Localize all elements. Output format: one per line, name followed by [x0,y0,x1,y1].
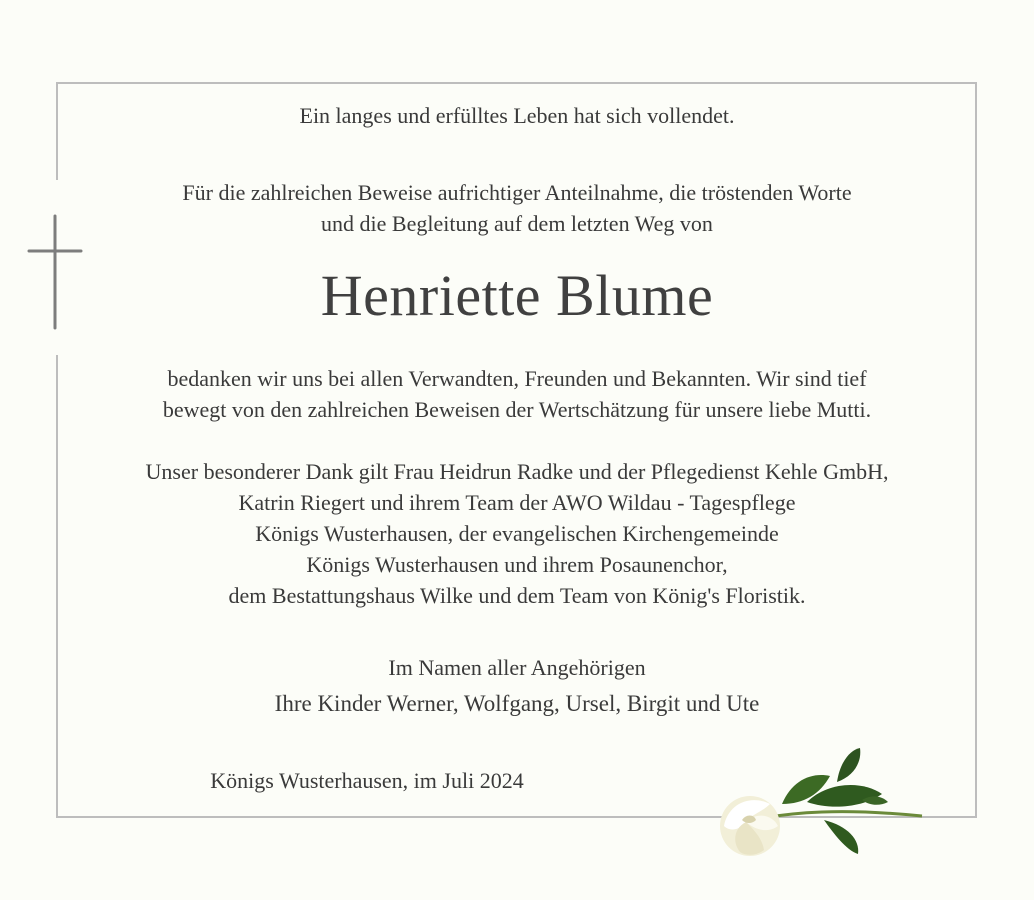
white-rose-icon [712,742,932,862]
thanks-body-line-2: bewegt von den zahlreichen Beweisen der Wertschätzung für unsere liebe Mutti. [162,397,872,422]
thanks-body-line-1: bedanken wir uns bei allen Verwandten, Freunden und Bekannten. Wir sind tief [167,366,867,391]
special-thanks-line-4: Königs Wusterhausen und ihrem Posaunenchor, [306,552,728,577]
opening-line: Ein langes und erfülltes Leben hat sich vollendet. [299,103,735,128]
special-thanks-line-5: dem Bestattungshaus Wilke und dem Team von König's Floristik. [228,583,806,608]
special-thanks-line-3: Königs Wusterhausen, der evangelischen Kirchengemeinde [255,521,779,546]
place-date-line: Königs Wusterhausen, im Juli 2024 [210,768,524,793]
on-behalf-line: Im Namen aller Angehörigen [388,655,646,680]
special-thanks-line-2: Katrin Riegert und ihrem Team der AWO Wildau - Tagespflege [238,490,796,515]
thanks-intro-line-2: und die Begleitung auf dem letzten Weg von [321,211,713,236]
signatories-line: Ihre Kinder Werner, Wolfgang, Ursel, Birgit und Ute [274,691,760,716]
thanks-intro-line-1: Für die zahlreichen Beweise aufrichtiger Anteilnahme, die tröstenden Worte [182,180,852,205]
deceased-name: Henriette Blume [320,263,714,328]
special-thanks-line-1: Unser besonderer Dank gilt Frau Heidrun Radke und der Pflegedienst Kehle GmbH, [145,459,889,484]
